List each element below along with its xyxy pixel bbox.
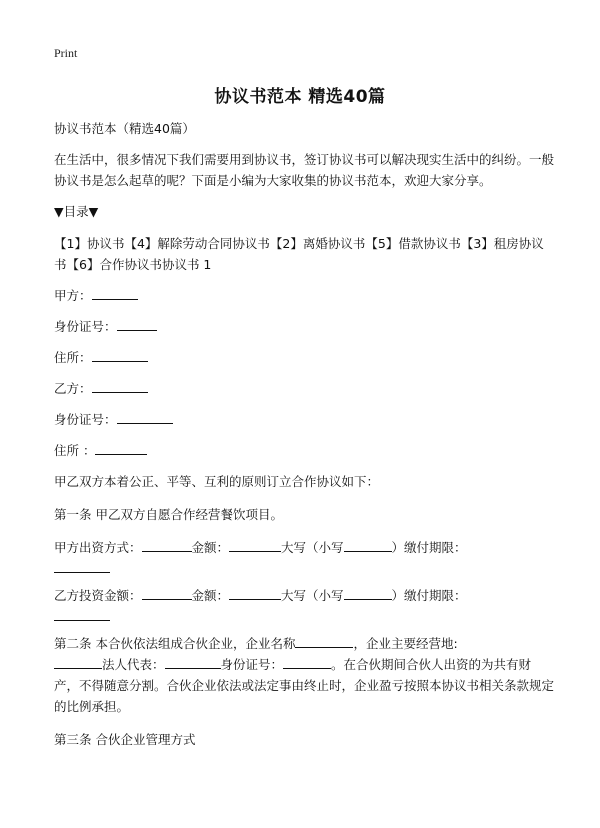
principle-paragraph: 甲乙双方本着公正、平等、互利的原则订立合作协议如下： — [54, 474, 380, 489]
party-a-capital-label: 大写（小写 — [281, 540, 344, 555]
id-number-field-1 — [54, 316, 554, 337]
clause-2-part5: 。在合伙期间合伙人出资的为共有财产，不得随意分割。合伙企业依法或法定事由终止时，企业盈亏按照本协议书相关条款规定的比例承担。 — [54, 657, 555, 714]
id-number-blank-1 — [117, 316, 157, 331]
party-b-blank — [92, 378, 148, 393]
id-number-label-1: 身份证号： — [54, 319, 117, 334]
page-title: 协议书范本 精选40篇 — [214, 87, 386, 107]
party-a-amount-label: 金额： — [191, 540, 230, 555]
party-b-capital-label: 大写（小写 — [281, 588, 344, 603]
party-b-method-blank — [142, 585, 192, 600]
toc-heading: ▼目录▼ — [54, 204, 99, 219]
clause-2-part3: 法人代表： — [102, 657, 165, 672]
address-label-2: 住所 ： — [54, 443, 96, 458]
address-label-1: 住所： — [54, 350, 92, 365]
company-name-blank — [295, 633, 353, 648]
clause-2-part4: 身份证号： — [220, 657, 284, 672]
id-number-label-2: 身份证号： — [54, 412, 117, 427]
address-blank-2 — [95, 440, 147, 455]
document-body — [54, 118, 554, 762]
party-a-field — [54, 285, 554, 306]
party-a-deadline-label: ）缴付期限： — [391, 540, 467, 555]
party-a-label: 甲方： — [54, 288, 92, 303]
clause-3: 第三条 合伙企业管理方式 — [54, 732, 196, 747]
party-a-amount-blank — [229, 537, 281, 552]
subtitle: 协议书范本（精选40篇） — [54, 121, 195, 136]
address-field-2 — [54, 440, 554, 461]
toc-list: 【1】协议书【4】解除劳动合同协议书【2】离婚协议书【5】借款协议书【3】租房协议书【6】合作协议书协议书 1 — [54, 236, 544, 272]
clause-2-part2: ，企业主要经营地: — [353, 636, 458, 651]
party-a-contrib-label: 甲方出资方式： — [54, 540, 142, 555]
party-a-blank — [92, 285, 138, 300]
party-b-deadline-blank — [54, 606, 110, 621]
clause-1: 第一条 甲乙双方自愿合作经营餐饮项目。 — [54, 507, 283, 522]
address-blank-1 — [92, 347, 148, 362]
id-number-blank-2 — [117, 409, 173, 424]
clause-2 — [54, 633, 554, 717]
intro-paragraph: 在生活中，很多情况下我们需要用到协议书，签订协议书可以解决现实生活中的纠纷。一般协议书是怎么起草的呢？下面是小编为大家收集的协议书范本，欢迎大家分享。 — [54, 152, 555, 188]
party-a-contribution — [54, 537, 554, 573]
party-a-method-blank — [142, 537, 192, 552]
id-number-field-2 — [54, 409, 554, 430]
print-label: Print — [54, 46, 78, 60]
party-b-contribution — [54, 585, 554, 621]
party-b-field — [54, 378, 554, 399]
party-b-contrib-label: 乙方投资金额： — [54, 588, 142, 603]
legal-rep-blank — [165, 654, 221, 669]
party-b-deadline-label: ）缴付期限： — [391, 588, 467, 603]
party-a-lower-blank — [344, 537, 392, 552]
legal-rep-id-blank — [283, 654, 331, 669]
party-b-amount-blank — [229, 585, 281, 600]
party-b-label: 乙方： — [54, 381, 92, 396]
party-b-amount-label: 金额： — [191, 588, 230, 603]
party-a-deadline-blank — [54, 558, 110, 573]
business-location-blank — [54, 654, 102, 669]
address-field-1 — [54, 347, 554, 368]
party-b-lower-blank — [344, 585, 392, 600]
clause-2-part1: 第二条 本合伙依法组成合伙企业，企业名称 — [54, 636, 296, 651]
